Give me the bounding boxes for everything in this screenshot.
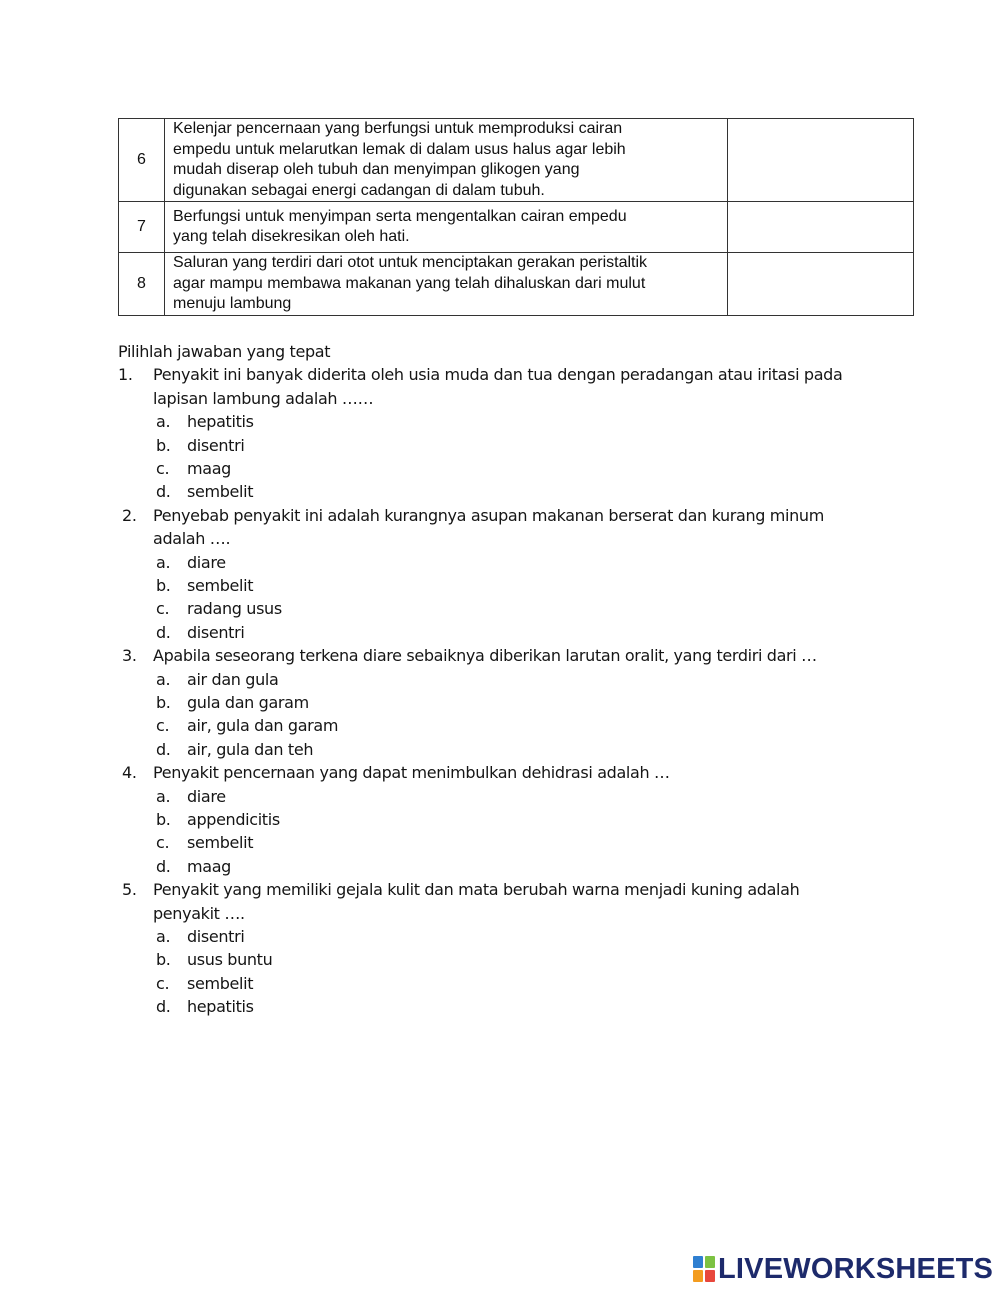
option-letter: d. — [156, 856, 171, 876]
description-line: yang telah disekresikan oleh hati. — [173, 228, 410, 245]
answer-cell[interactable] — [728, 253, 914, 316]
option-a[interactable] — [118, 785, 878, 808]
option-c[interactable] — [118, 831, 878, 854]
option-text: diare — [187, 552, 226, 572]
question-3 — [118, 644, 878, 761]
option-a[interactable] — [118, 410, 878, 433]
option-letter: a. — [156, 412, 171, 432]
option-text: air, gula dan teh — [187, 739, 314, 759]
option-text: radang usus — [187, 599, 282, 619]
question-line: Penyakit yang memiliki gejala kulit dan mata berubah warna menjadi kuning adalah — [153, 880, 800, 900]
option-letter: c. — [156, 599, 170, 619]
option-list — [118, 410, 878, 504]
question-line: Penyakit pencernaan yang dapat menimbulkan dehidrasi adalah … — [153, 763, 670, 783]
logo-mark-square — [693, 1256, 703, 1268]
logo-mark-icon — [693, 1256, 715, 1282]
option-text: hepatitis — [187, 997, 254, 1017]
option-letter: d. — [156, 739, 171, 759]
option-list — [118, 785, 878, 879]
question-4 — [118, 761, 878, 878]
row-number: 8 — [119, 253, 165, 316]
option-c[interactable] — [118, 597, 878, 620]
option-d[interactable] — [118, 855, 878, 878]
option-text: disentri — [187, 435, 245, 455]
logo-mark-square — [705, 1270, 715, 1282]
question-number: 3. — [122, 646, 137, 666]
question-text — [153, 504, 878, 551]
option-a[interactable] — [118, 551, 878, 574]
question-number: 1. — [118, 365, 133, 385]
row-number: 7 — [119, 202, 165, 253]
option-b[interactable] — [118, 574, 878, 597]
option-letter: a. — [156, 669, 171, 689]
question-line: Apabila seseorang terkena diare sebaiknya diberikan larutan oralit, yang terdiri dari … — [153, 646, 817, 666]
option-b[interactable] — [118, 691, 878, 714]
table-row — [119, 119, 914, 202]
logo-text: LIVEWORKSHEETS — [718, 1253, 994, 1285]
question-number: 2. — [122, 505, 137, 525]
table-row — [119, 253, 914, 316]
description-line: Kelenjar pencernaan yang berfungsi untuk memproduksi cairan — [173, 120, 623, 137]
option-letter: c. — [156, 459, 170, 478]
option-text: sembelit — [187, 973, 254, 993]
option-d[interactable] — [118, 621, 878, 644]
question-number: 5. — [122, 880, 137, 900]
question-5 — [118, 878, 878, 1018]
option-d[interactable] — [118, 738, 878, 761]
option-letter: c. — [156, 973, 170, 993]
question-line: Penyakit ini banyak diderita oleh usia muda dan tua dengan peradangan atau iritasi pada — [153, 365, 843, 385]
option-text: air, gula dan garam — [187, 716, 339, 736]
option-text: gula dan garam — [187, 692, 309, 712]
liveworksheets-logo[interactable] — [693, 1253, 993, 1285]
option-d[interactable] — [118, 480, 878, 503]
option-letter: d. — [156, 997, 171, 1017]
option-list — [118, 668, 878, 762]
option-a[interactable] — [118, 925, 878, 948]
description-line: mudah diserap oleh tubuh dan menyimpan glikogen yang — [173, 161, 580, 178]
description-line: agar mampu membawa makanan yang telah dihaluskan dari mulut — [173, 274, 646, 292]
option-text: maag — [187, 856, 231, 876]
description-line: digunakan sebagai energi cadangan di dalam tubuh. — [173, 181, 545, 199]
option-c[interactable] — [118, 457, 878, 480]
option-text: sembelit — [187, 833, 254, 853]
row-description — [165, 202, 728, 253]
option-list — [118, 551, 878, 645]
question-line: adalah …. — [153, 529, 231, 549]
question-text — [153, 878, 878, 925]
option-letter: b. — [156, 435, 171, 455]
row-number: 6 — [119, 119, 165, 202]
option-text: usus buntu — [187, 950, 273, 970]
description-line: Berfungsi untuk menyimpan serta mengentalkan cairan empedu — [173, 207, 627, 225]
question-number: 4. — [122, 763, 137, 783]
answer-cell[interactable] — [728, 202, 914, 253]
option-letter: b. — [156, 575, 171, 595]
option-text: maag — [187, 459, 231, 478]
option-text: sembelit — [187, 575, 254, 595]
option-letter: c. — [156, 716, 170, 736]
option-text: air dan gula — [187, 669, 279, 689]
option-text: appendicitis — [187, 809, 280, 829]
option-c[interactable] — [118, 714, 878, 737]
question-line: lapisan lambung adalah …… — [153, 388, 374, 408]
option-letter: b. — [156, 950, 171, 970]
answer-cell[interactable] — [728, 119, 914, 202]
quiz-instruction: Pilihlah jawaban yang tepat — [118, 342, 331, 361]
option-c[interactable] — [118, 972, 878, 995]
option-d[interactable] — [118, 995, 878, 1018]
option-letter: d. — [156, 622, 171, 642]
option-b[interactable] — [118, 948, 878, 971]
question-1 — [118, 363, 878, 503]
option-letter: d. — [156, 482, 171, 502]
option-a[interactable] — [118, 668, 878, 691]
option-text: disentri — [187, 622, 245, 642]
option-letter: b. — [156, 692, 171, 712]
option-text: sembelit — [187, 482, 254, 502]
option-letter: a. — [156, 552, 171, 572]
description-line: Saluran yang terdiri dari otot untuk menciptakan gerakan peristaltik — [173, 254, 648, 272]
multiple-choice-section — [118, 340, 878, 1018]
option-letter: c. — [156, 833, 170, 853]
question-text — [153, 761, 878, 784]
matching-table — [118, 118, 914, 316]
description-line: menuju lambung — [173, 295, 292, 313]
question-text — [153, 644, 878, 667]
logo-mark-square — [705, 1256, 715, 1268]
row-description — [165, 253, 728, 316]
question-2 — [118, 504, 878, 644]
logo-mark-square — [693, 1270, 703, 1282]
option-b[interactable] — [118, 808, 878, 831]
table-row — [119, 202, 914, 253]
option-letter: a. — [156, 786, 171, 806]
question-line: Penyebab penyakit ini adalah kurangnya asupan makanan berserat dan kurang minum — [153, 505, 824, 525]
option-b[interactable] — [118, 434, 878, 457]
option-letter: a. — [156, 926, 171, 946]
option-list — [118, 925, 878, 1019]
option-letter: b. — [156, 809, 171, 829]
question-line: penyakit …. — [153, 903, 245, 923]
option-text: diare — [187, 786, 226, 806]
question-text — [153, 363, 878, 410]
option-text: hepatitis — [187, 412, 254, 432]
description-line: empedu untuk melarutkan lemak di dalam usus halus agar lebih — [173, 140, 626, 158]
option-text: disentri — [187, 926, 245, 946]
row-description — [165, 119, 728, 202]
